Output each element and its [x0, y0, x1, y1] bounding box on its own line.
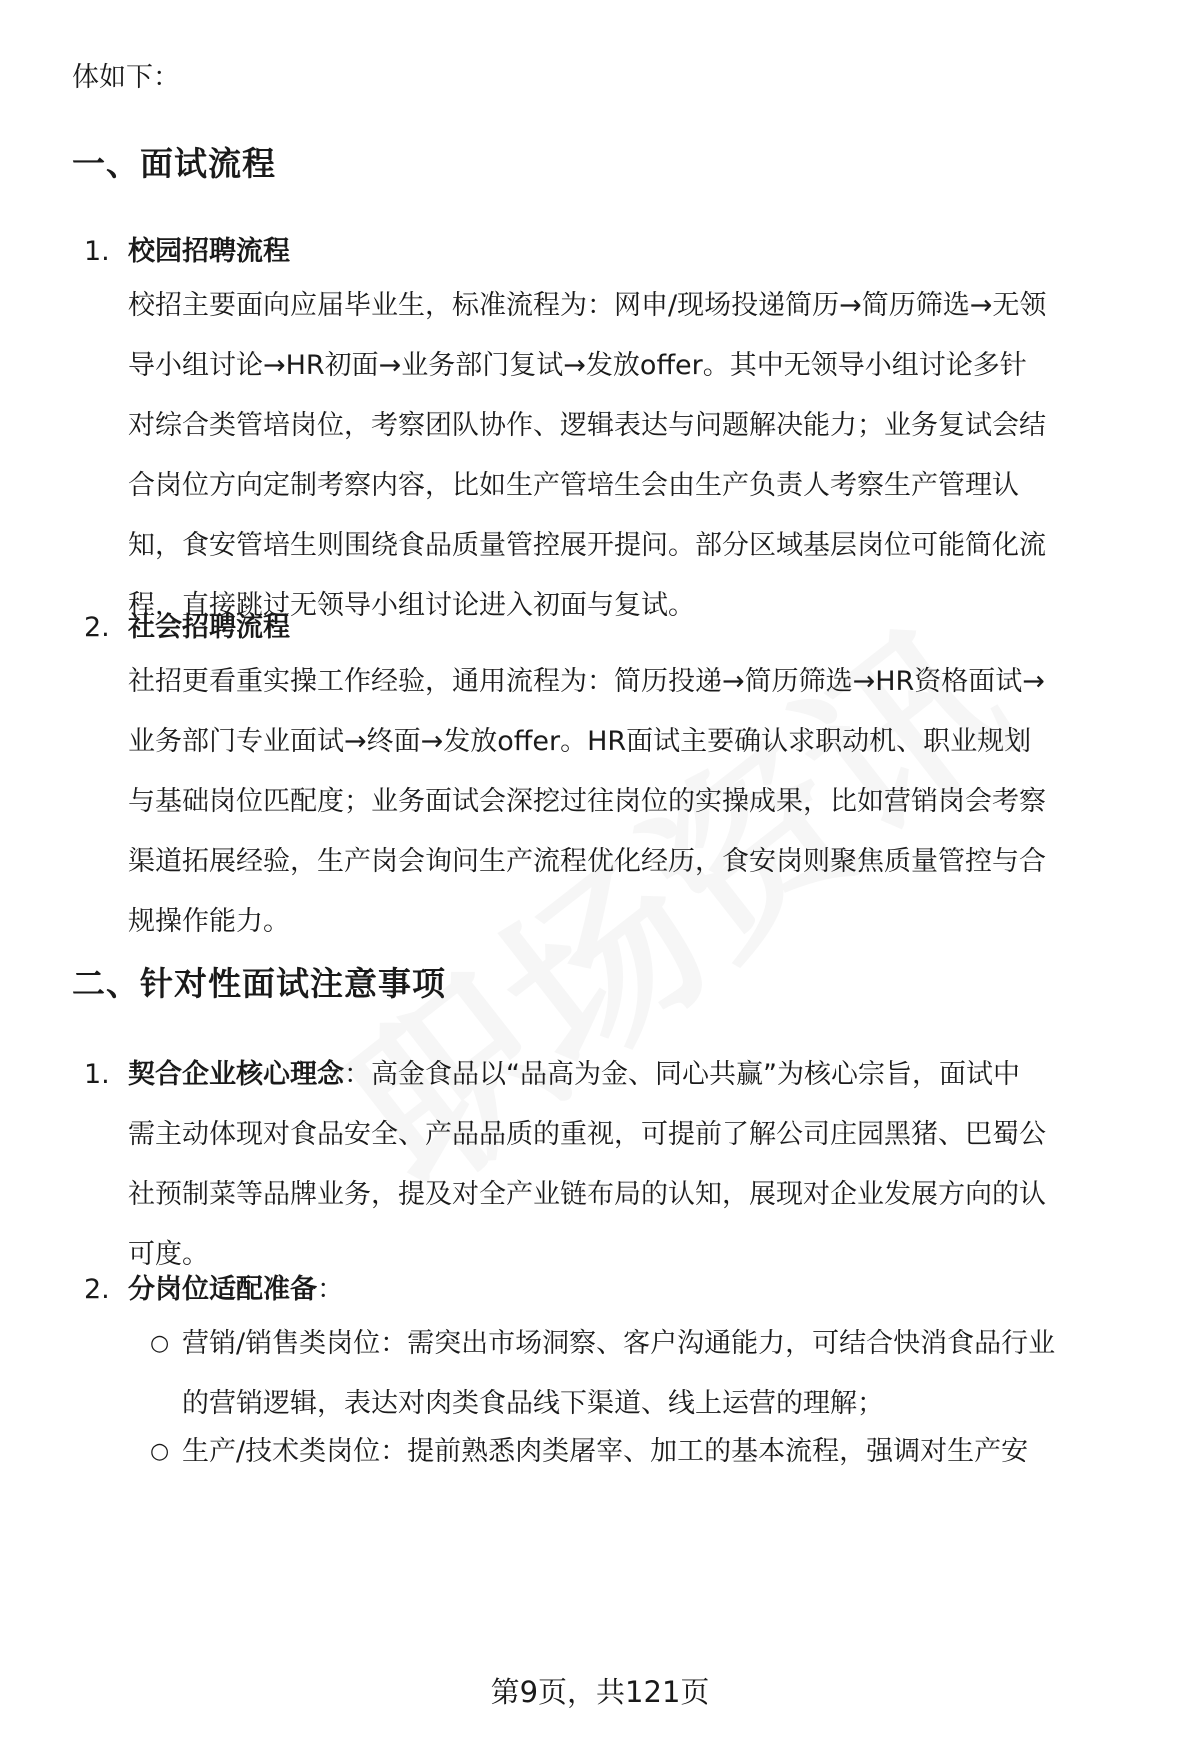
text-fragment: ： [317, 1274, 344, 1305]
sub-paragraph [182, 1422, 1162, 1482]
paragraph [128, 1260, 1156, 1320]
list-number: 2. [84, 612, 110, 643]
bold-term: 契合企业核心理念 [128, 1059, 344, 1090]
list-number: 1. [84, 236, 110, 267]
text-line: 导小组讨论→HR初面→业务部门复试→发放offer。其中无领导小组讨论多针 [128, 350, 1027, 381]
bold-term: 分岗位适配准备 [128, 1274, 317, 1305]
text-line: 与基础岗位匹配度；业务面试会深挖过往岗位的实操成果，比如营销岗会考察 [128, 786, 1046, 817]
list-item-title: 社会招聘流程 [128, 612, 290, 643]
text-line [128, 1260, 1156, 1320]
section-2-heading: 二、针对性面试注意事项 [72, 964, 446, 1003]
text-line: 可度。 [128, 1239, 209, 1270]
list-number: 2. [84, 1274, 110, 1305]
page-footer: 第9页，共121页 [490, 1675, 710, 1709]
text-fragment: ：高金食品以“品高为金、同心共赢”为核心宗旨，面试中 [344, 1059, 1020, 1090]
sub-paragraph [182, 1314, 1162, 1434]
text-line [128, 1045, 1156, 1105]
text-line: 生产/技术类岗位：提前熟悉肉类屠宰、加工的基本流程，强调对生产安 [182, 1436, 1029, 1467]
intro-text: 体如下： [72, 62, 180, 93]
list-item-title: 校园招聘流程 [128, 236, 290, 267]
text-line: 业务部门专业面试→终面→发放offer。HR面试主要确认求职动机、职业规划 [128, 726, 1032, 757]
section-1-heading: 一、面试流程 [72, 144, 276, 183]
text-line: 校招主要面向应届毕业生，标准流程为：网申/现场投递简历→简历筛选→无领 [128, 290, 1047, 321]
hollow-bullet-icon: ○ [150, 1439, 170, 1464]
text-line: 营销/销售类岗位：需突出市场洞察、客户沟通能力，可结合快消食品行业 [182, 1328, 1056, 1359]
text-line: 的营销逻辑，表达对肉类食品线下渠道、线上运营的理解； [182, 1388, 884, 1419]
hollow-bullet-icon: ○ [150, 1331, 170, 1356]
text-line: 合岗位方向定制考察内容，比如生产管培生会由生产负责人考察生产管理认 [128, 470, 1019, 501]
text-line: 社预制菜等品牌业务，提及对全产业链布局的认知，展现对企业发展方向的认 [128, 1179, 1046, 1210]
paragraph [128, 652, 1156, 952]
text-line: 社招更看重实操工作经验，通用流程为：简历投递→简历筛选→HR资格面试→ [128, 666, 1045, 697]
text-line: 程，直接跳过无领导小组讨论进入初面与复试。 [128, 590, 695, 621]
paragraph [128, 276, 1156, 636]
text-line: 渠道拓展经验，生产岗会询问生产流程优化经历，食安岗则聚焦质量管控与合 [128, 846, 1046, 877]
text-line: 规操作能力。 [128, 906, 290, 937]
text-line: 需主动体现对食品安全、产品品质的重视，可提前了解公司庄园黑猪、巴蜀公 [128, 1119, 1046, 1150]
text-line: 对综合类管培岗位，考察团队协作、逻辑表达与问题解决能力；业务复试会结 [128, 410, 1046, 441]
paragraph [128, 1045, 1156, 1285]
list-number: 1. [84, 1059, 110, 1090]
text-line: 知，食安管培生则围绕食品质量管控展开提问。部分区域基层岗位可能简化流 [128, 530, 1046, 561]
